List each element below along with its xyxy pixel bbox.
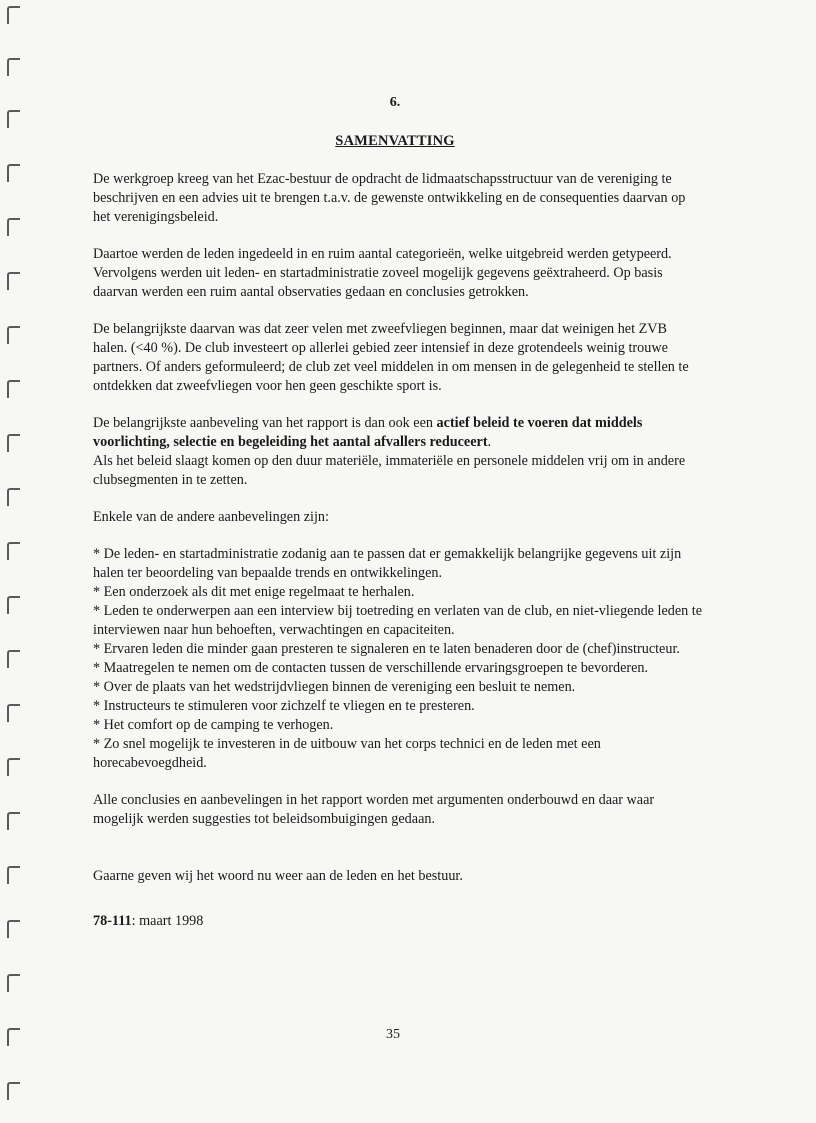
paragraph-main-recommendation (93, 414, 703, 490)
reference-date: : maart 1998 (131, 913, 204, 929)
page-number: 35 (386, 1027, 400, 1042)
chapter-number: 6. (389, 95, 401, 110)
document-body (93, 170, 703, 949)
list-item: * De leden- en startadministratie zodanig aan te passen dat er gemakkelijk belangrijke gegevens uit zijn halen ter beoordeling van bepaalde trends en ontwikkelingen. (93, 546, 682, 581)
list-item: * Het comfort op de camping te verhogen. (93, 717, 334, 733)
recommendation-continuation: Als het beleid slaagt komen op den duur materiële, immateriële en personele middelen vrij om in andere clubsegmenten in te zetten. (93, 453, 686, 488)
list-item: * Een onderzoek als dit met enige regelmaat te herhalen. (93, 584, 415, 600)
recommendation-intro: De belangrijkste aanbeveling van het rapport is dan ook een (93, 415, 437, 431)
paragraph-closing: Gaarne geven wij het woord nu weer aan de leden en het bestuur. (93, 868, 463, 884)
recommendations-list (93, 545, 703, 773)
paragraph-other-intro: Enkele van de andere aanbevelingen zijn: (93, 509, 329, 525)
recommendation-emphasis: actief beleid te voeren dat middels voorlichting, selectie en begeleiding het aantal afvallers reduceert (93, 415, 643, 450)
paragraph-intro: De werkgroep kreeg van het Ezac-bestuur de opdracht de lidmaatschapsstructuur van de vereniging te beschrijven en een advies uit te brengen t.a.v. de gewenste ontwikkeling en de consequenties daarvan op het verenigingsbeleid. (93, 171, 686, 225)
list-item: * Instructeurs te stimuleren voor zichzelf te vliegen en te presteren. (93, 698, 475, 714)
list-item: * Leden te onderwerpen aan een interview bij toetreding en verlaten van de club, en niet-vliegende leden te interviewen naar hun behoeften, verwachtingen en capaciteiten. (93, 603, 703, 638)
document-reference (93, 912, 703, 931)
paragraph-conclusion: Alle conclusies en aanbevelingen in het rapport worden met argumenten onderbouwd en daar waar mogelijk werden suggesties tot beleidsombuigingen gedaan. (93, 792, 655, 827)
list-item: * Maatregelen te nemen om de contacten tussen de verschillende ervaringsgroepen te bevorderen. (93, 660, 649, 676)
paragraph-findings: De belangrijkste daarvan was dat zeer velen met zweefvliegen beginnen, maar dat weinigen het ZVB halen. (<40 %). De club investeert op allerlei gebied zeer intensief in deze grotendeels weinig trouwe partners. Of anders geformuleerd; de club zet veel middelen in om mensen in de gelegenheid te stellen te ontdekken dat zweefvliegen voor hen geen geschikte sport is. (93, 321, 689, 394)
recommendation-period: . (487, 434, 492, 450)
reference-number: 78-111 (93, 913, 132, 929)
list-item: * Zo snel mogelijk te investeren in de uitbouw van het corps technici en de leden met een horecabevoegdheid. (93, 736, 601, 771)
list-item: * Ervaren leden die minder gaan presteren te signaleren en te laten benaderen door de (chef)instructeur. (93, 641, 680, 657)
list-item: * Over de plaats van het wedstrijdvliegen binnen de vereniging een besluit te nemen. (93, 679, 576, 695)
paragraph-method: Daartoe werden de leden ingedeeld in en ruim aantal categorieën, welke uitgebreid werden getypeerd. Vervolgens werden uit leden- en startadministratie zoveel mogelijk gegevens geëxtraheerd. Op basis daarvan werden een ruim aantal observaties gedaan en conclusies getrokken. (93, 246, 672, 300)
page-title: SAMENVATTING (335, 133, 455, 149)
